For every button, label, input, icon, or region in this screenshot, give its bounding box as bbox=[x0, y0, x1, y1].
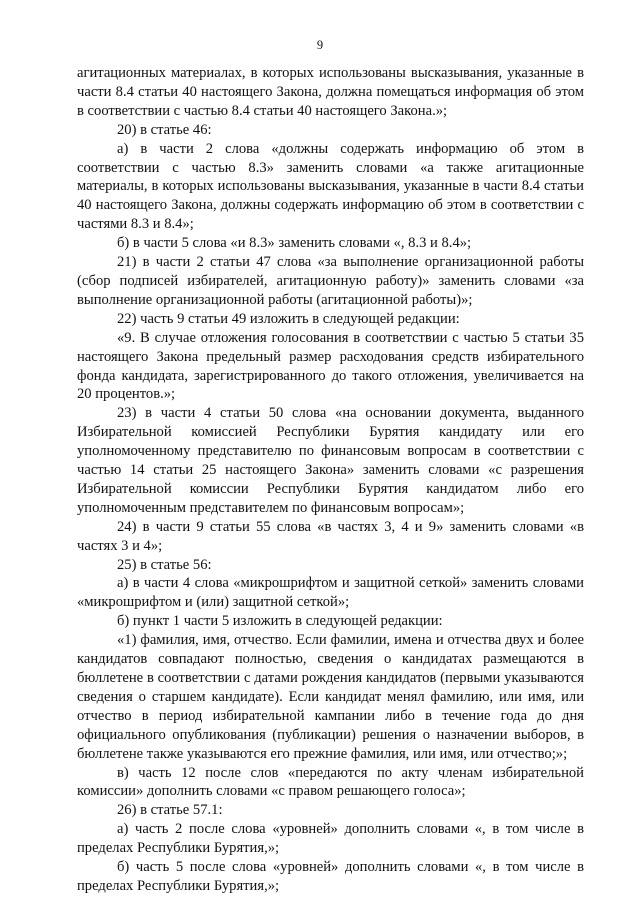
paragraph-item-20b: б) в части 5 слова «и 8.3» заменить словами «, 8.3 и 8.4»; bbox=[117, 235, 472, 252]
paragraph-continued: агитационных материалах, в которых использованы высказывания, указанные в части 8.4 статьи 40 настоящего Закона, должна помещаться информация об этом в соответствии с частью 8.4 статьи 40 настоящего Закона.»; bbox=[77, 65, 584, 119]
paragraph-item-24: 24) в части 9 статьи 55 слова «в частях 3, 4 и 9» заменить словами «в частях 3 и 4»; bbox=[77, 518, 584, 554]
paragraph-item-20a: а) в части 2 слова «должны содержать информацию об этом в соответствии с частью 8.3» заменить словами «а также агитационные материалы, в которых использованы высказывания, указанные в части 8.4 статьи 40 настоящего Закона, должны содержать информацию об этом в соответствии с частями 8.3 и 8.4»; bbox=[77, 140, 584, 233]
paragraph-item-25a: а) в части 4 слова «микрошрифтом и защитной сеткой» заменить словами «микрошрифтом и (или) защитной сеткой»; bbox=[77, 575, 584, 611]
paragraph-item-22-text: «9. В случае отложения голосования в соответствии с частью 5 статьи 35 настоящего Закона предельный размер расходования средств избирательного фонда кандидата, зарегистрированного до такого отложения, увеличивается на 20 процентов.»; bbox=[77, 329, 584, 403]
paragraph-item-25b-text: «1) фамилия, имя, отчество. Если фамилии, имена и отчества двух и более кандидатов совпадают полностью, сведения о кандидатах размещаются в бюллетене в соответствии с датами рождения кандидатов (первыми указываются сведения о старшем кандидате). Если кандидат менял фамилию, или имя, или отчество в период избирательной кампании либо в течение года до дня официального опубликования (публикации) решения о назначении выборов, в бюллетене также указываются его прежние фамилия, или имя, или отчество;»; bbox=[77, 632, 584, 762]
paragraph-item-25b: б) пункт 1 части 5 изложить в следующей редакции: bbox=[117, 613, 443, 630]
page-number: 9 bbox=[316, 38, 324, 52]
paragraph-item-22: 22) часть 9 статьи 49 изложить в следующей редакции: bbox=[117, 310, 460, 327]
paragraph-item-26a: а) часть 2 после слова «уровней» дополнить словами «, в том числе в пределах Республики Бурятия,»; bbox=[77, 821, 584, 857]
paragraph-item-23: 23) в части 4 статьи 50 слова «на основании документа, выданного Избирательной комиссией Республики Бурятия кандидату или его уполномоченному представителю по финансовым вопросам в соответствии с частью 14 статьи 25 настоящего Закона» заменить словами «с разрешения Избирательной комиссии Республики Бурятия кандидатом либо его уполномоченным представителем по финансовым вопросам»; bbox=[77, 405, 584, 516]
paragraph-item-21: 21) в части 2 статьи 47 слова «за выполнение организационной работы (сбор подписей избирателей, агитационную работу)» заменить словами «за выполнение организационной работы (агитационной работы)»; bbox=[77, 254, 584, 308]
paragraph-item-26: 26) в статье 57.1: bbox=[117, 802, 223, 819]
paragraph-item-20: 20) в статье 46: bbox=[117, 121, 212, 138]
paragraph-item-25c: в) часть 12 после слов «передаются по акту членам избирательной комиссии» дополнить словами «с правом решающего голоса»; bbox=[77, 764, 584, 800]
paragraph-item-26b: б) часть 5 после слова «уровней» дополнить словами «, в том числе в пределах Республики Бурятия,»; bbox=[77, 859, 584, 894]
document-body bbox=[77, 64, 584, 896]
paragraph-item-25: 25) в статье 56: bbox=[117, 556, 212, 573]
